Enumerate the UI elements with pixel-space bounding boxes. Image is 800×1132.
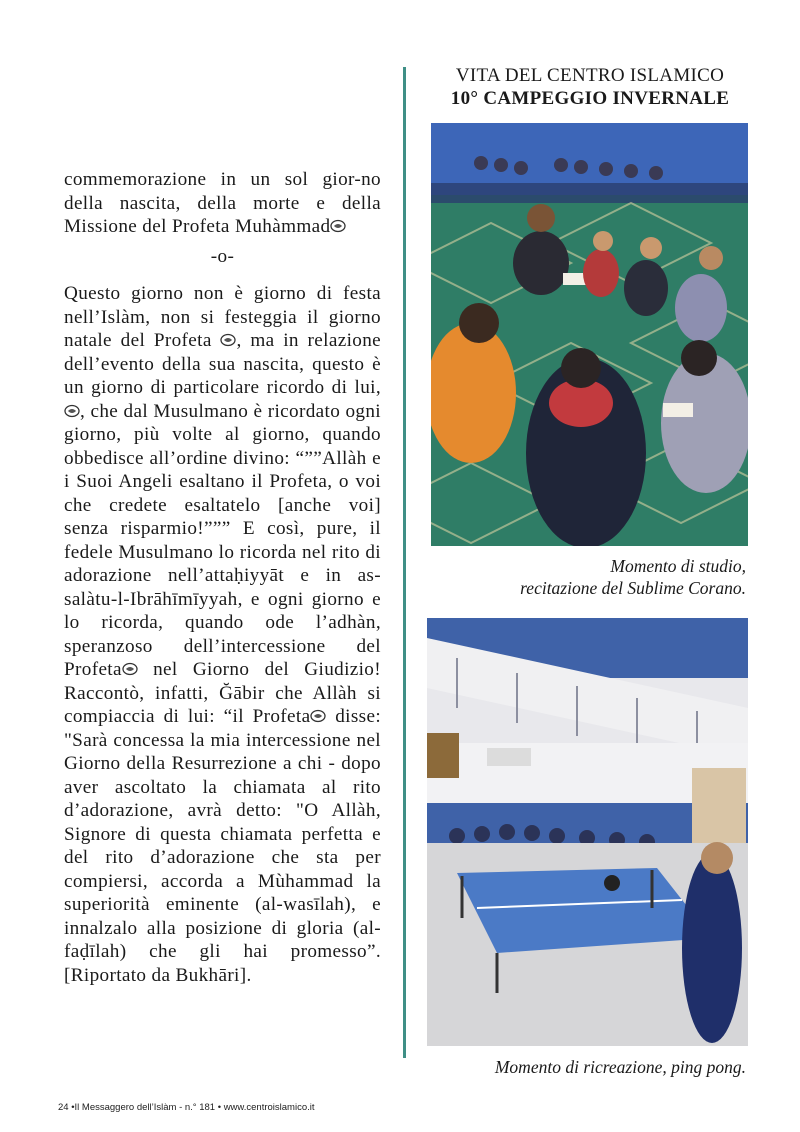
text-run: commemorazione in un sol gior-no della nascita, della morte e della Missione del Profeta Muhàmmad [64, 169, 381, 237]
caption-line: Momento di studio, [610, 556, 746, 576]
paragraph-continued [64, 168, 381, 239]
salutation-glyph-icon [310, 709, 326, 723]
salutation-glyph-icon [220, 333, 236, 347]
salutation-glyph-icon [122, 662, 138, 676]
section-title: VITA DEL CENTRO ISLAMICO [455, 65, 725, 86]
section-separator: -o- [210, 245, 235, 267]
page-footer: 24 •Il Messaggero dell’Islàm - n.° 181 • www.centroislamico.it [58, 1102, 315, 1113]
text-run: nel Giorno del Giudizio! Raccontò, infatti, Ğābir che Allàh si compiaccia di lui: “il Profeta [64, 659, 381, 727]
text-run: , ma in relazione dell’evento della sua nascita, questo è un giorno di particolare ricordo di lui, [64, 330, 382, 398]
section-header [430, 64, 750, 110]
salutation-glyph-icon [64, 404, 80, 418]
paragraph-main [64, 282, 381, 987]
caption-line: recitazione del Sublime Corano. [520, 577, 746, 598]
text-run: , che dal Musulmano è ricordato ogni giorno, più volte al giorno, quando obbedisce all’ordine divino: “””Allàh e i Suoi Angeli esaltano il Profeta, o voi che credete esaltatelo [anche voi] senza risparmio!””” E così, pure, il fedele Musulmano lo ricorda nel rito di adorazione nell’attaḥiyyāt e in as-salàtu-l-Ibrāhīmīyyah, e ogni giorno e lo ricorda, quando ode l’adhàn, speranzoso dell’intercessione del Profeta [64, 400, 381, 680]
text-run: Questo giorno non è giorno di festa nell’Islàm, non si festeggia il giorno natale del Profeta [64, 283, 381, 351]
text-run: disse: "Sarà concessa la mia intercessione nel Giorno della Resurrezione a chi - dopo aver ascoltato la chiamata al rito d’adorazione, avrà detto: "O Allàh, Signore di questa chiamata perfetta e del rito d’adorazione che sta per compiersi, accorda a Mùhammad la superiorità eminente (al-wasīlah), e innalzalo alla posizione di gloria (al-faḍīlah) che gli hai promesso”. [Riportato da Bukhāri]. [64, 706, 382, 986]
salutation-glyph-icon [330, 219, 346, 233]
column-divider [403, 67, 406, 1058]
article-text [64, 168, 381, 987]
section-subtitle: 10° CAMPEGGIO INVERNALE [450, 88, 730, 109]
photo1-caption [430, 556, 746, 599]
photo2-caption: Momento di ricreazione, ping pong. [494, 1057, 746, 1077]
photo-study-session [431, 123, 748, 546]
photo-ping-pong [427, 618, 748, 1046]
